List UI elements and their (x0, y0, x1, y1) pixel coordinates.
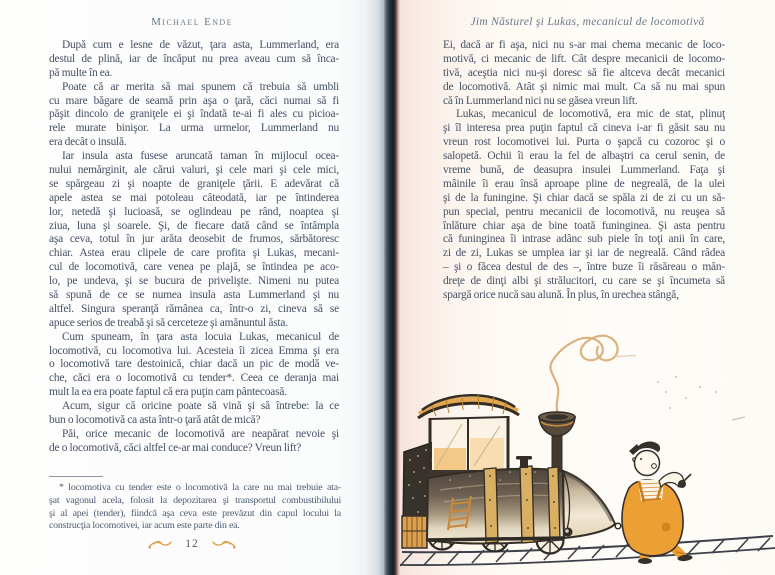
text-line: apuce serios de treabă şi să cerceteze şi amănuntul ăsta. (49, 316, 288, 329)
text-line: zi de zi, Lukas se umplea iar şi iar de negreală. Când râdea (443, 247, 725, 260)
text-line: că în Lummerland nici nu se găsea vreun lift. (443, 94, 638, 107)
right-page (400, 0, 775, 575)
text-line: mâinile îi erau însă aproape pline de negreală, de la ulei (443, 177, 725, 190)
text-line: vreme bună, de deasupra insulei Lummerland. Faţa şi (443, 164, 725, 177)
text-line: dreţe de dinţi albi şi strălucitori, cu care se şi încumeta să (443, 275, 725, 288)
text-line: – şi o făcea destul de des –, între buze îi răsăreau o mân- (443, 261, 725, 274)
text-line: altfel. Singura speranţă rămânea ca, într-o zi, cineva să se (49, 302, 339, 315)
text-line: Păi, orice mecanic de locomotivă are neapărat nevoie şi (62, 427, 339, 440)
paragraph (443, 39, 725, 108)
right-running-head: Jim Năsturel şi Lukas, mecanicul de locomotivă (470, 16, 705, 28)
locomotive-illustration (400, 330, 775, 575)
text-line: După cum e lesne de văzut, ţara asta, Lummerland, era (62, 39, 339, 51)
text-line: * locomotiva cu tender este o locomotivă la care nu mai trebuie ata- (59, 482, 341, 493)
flourish-right-icon (212, 539, 236, 550)
text-line: construcţia locomotivei, iar acum este parte din ea. (49, 520, 240, 532)
text-line: Lukas, mecanicul de locomotivă, era mic de stat, plinuţ (456, 108, 725, 121)
paragraph (49, 150, 339, 331)
text-line: lor, netedă şi lucioasă, se oglindeau pe rând, noaptea şi (49, 205, 339, 218)
text-line: Poate că ar merita să mai spunem că trebuia să umbli (62, 80, 339, 93)
paragraph (49, 81, 339, 150)
text-line: vreun rost locomotivei lui. Purta o şapcă cu cozoroc şi o (443, 136, 725, 149)
text-line: era decât o insulă. (49, 136, 127, 149)
text-line: pun special, pentru mecanicii de locomotivă, nu reuşea să (443, 205, 725, 218)
paragraph (443, 108, 725, 302)
text-line: şat vagonul acela, folosit la depozitarea şi transportul combustibilului (49, 494, 341, 506)
text-line: că funinginea îi intrase adânc sub piele în toţi anii în care, (443, 233, 725, 246)
text-line: să spună de ce se numea insula asta Lummerland şi nu (49, 289, 339, 302)
left-page-text (49, 39, 339, 456)
text-line: păşit dincolo de graniţele ei şi îndată te-ai fi ales cu picioa- (49, 108, 339, 121)
text-line: che, căci era o locomotivă cu tender*. Ceea ce deranja mai (49, 372, 339, 385)
lukas-figure (622, 442, 693, 564)
text-line: salopetă. Ochii îi erau la fel de albaştri ca cerul senin, de (443, 150, 725, 163)
text-line: ziua, luna şi soarele. Şi, de fiecare dată când se întâmpla (49, 219, 339, 232)
flourish-left-icon (148, 539, 172, 550)
text-line: cul de locomotivă, care venea pe plajă, se întindea pe aco- (49, 261, 339, 274)
left-page (0, 0, 384, 575)
book-gutter (384, 0, 400, 575)
paragraph (49, 39, 339, 81)
text-line: aşa ceva, totul în jur arăta deosebit de frumos, sărbătoresc (49, 233, 339, 246)
footnote-rule (49, 476, 103, 477)
text-line: Cum spuneam, în ţara asta locuia Lukas, mecanicul de (62, 330, 339, 343)
page-footer (0, 538, 384, 550)
text-line: chiar. Astea erau clipele de care profita şi Lukas, mecani- (49, 247, 339, 260)
paragraph (49, 428, 339, 456)
text-line: Acum, sigur că oricine poate să vină şi să întrebe: la ce (62, 400, 339, 413)
text-line: nului nemărginit, ale cărui valuri, şi cele mari şi cele mici, (49, 164, 339, 177)
footnote-text (49, 482, 341, 533)
text-line: se spărgeau zi şi noapte de graniţele ţării. E adevărat că (49, 177, 339, 190)
text-line: rele murate binişor. La urma urmelor, Lummerland nu (49, 122, 339, 135)
stray-mark (732, 417, 745, 420)
text-line: şi îl interesa prea puţin faptul că cineva i-ar fi găsit sau nu (443, 122, 725, 135)
cab (418, 395, 519, 480)
text-line: pă multe în ea. (49, 66, 113, 79)
right-page-text (443, 39, 725, 303)
paragraph (49, 331, 339, 400)
text-line: destul de plină, iar de încăput nu prea aveau cum să înca- (49, 52, 339, 65)
paragraph (49, 400, 339, 428)
left-running-head: Michael Ende (151, 16, 233, 28)
text-line: mult la ea era poate faptul că era puţin cam pântecoasă. (49, 386, 287, 399)
text-line: bun o locomotivă ca asta într-o ţară atât de mică? (49, 414, 261, 427)
text-line: înlăture chiar aşa de bine toată funinginea. Şi asta pentru (443, 219, 725, 232)
text-line: apele astea se mai potoleau câteodată, iar pe întinderea (49, 191, 339, 204)
text-line: Iar insula asta fusese aruncată taman în mijlocul ocea- (62, 150, 339, 163)
text-line: şi de la funingine. Şi chiar dacă se spăla zi de zi cu un să- (443, 191, 725, 204)
text-line: Ei, dacă ar fi aşa, nici nu s-ar mai chema mecanic de loco- (443, 39, 725, 51)
curly-smoke (550, 336, 636, 414)
text-line: lo, pe undeva, şi se bucura de privelişte. Nimeni nu putea (49, 275, 339, 288)
dust-speckles (657, 376, 717, 409)
text-line: cu mare băgare de seamă prin aşa o ţară, căci numai să fi (49, 94, 339, 107)
text-line: spargă orice nucă sau alună. În plus, în urechea stângă, (443, 289, 679, 302)
page-number: 12 (185, 538, 199, 550)
text-line: de o locomotivă, căci altfel ce-ar mai conduce? Vreun lift? (49, 441, 302, 454)
text-line: şi al apei (tender), fiindcă aşa ceva este prevăzut din capul locului la (49, 507, 341, 519)
text-line: tivă, aceştia nici nu-şi doresc să fie altceva decât mecanici (443, 66, 725, 79)
text-line: locomotivă, cu locomotiva lui. Acesteia îi zicea Emma şi era (49, 344, 339, 357)
text-line: de locomotivă. Atât şi nimic mai mult. Ca să nu mai spun (443, 80, 725, 93)
text-line: motivă, ci mecanic de lift. Cât despre mecanicii de locomo- (443, 52, 725, 65)
text-line: o locomotivă tare destoinică, chiar dacă un pic de modă ve- (49, 358, 339, 371)
